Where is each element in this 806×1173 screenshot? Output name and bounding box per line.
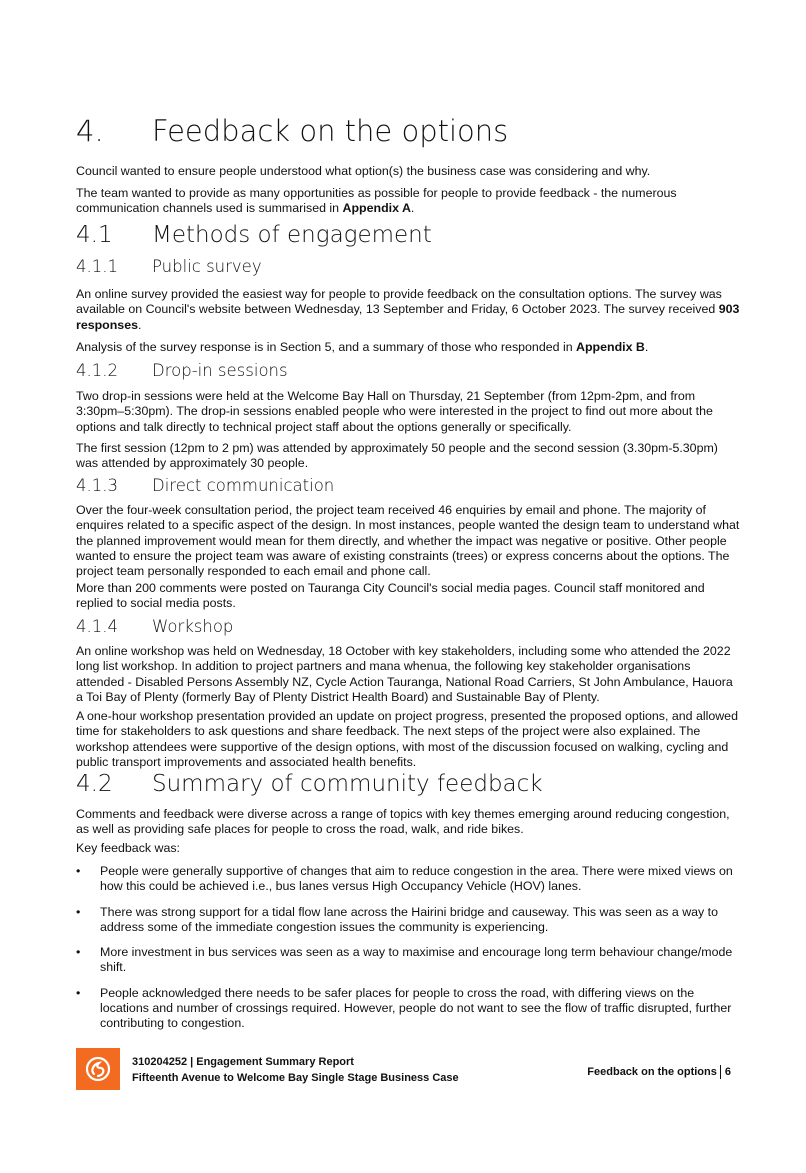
- intro-paragraph-1: Council wanted to ensure people understood what option(s) the business case was considering and why.: [76, 164, 651, 178]
- dropin-paragraph-1: Two drop-in sessions were held at the Welcome Bay Hall on Thursday, 21 September (from 12pm-2pm, and from 3:30pm–5:30pm). The drop-in sessions enabled people who were interested in the project to find out more about the options and talk directly to technical project staff about the options generally or specifically.: [76, 389, 713, 434]
- subsection-heading-4-1: 4.1 Methods of engagement: [76, 222, 432, 248]
- footer-divider: [720, 1065, 721, 1079]
- page-footer: [76, 1048, 741, 1092]
- workshop-paragraph-1: An online workshop was held on Wednesday, 18 October with key stakeholders, including some who attended the 2022 long list workshop. In addition to project partners and mana whenua, the following key stakeholder organisations attended - Disabled Persons Assembly NZ, Cycle Action Tauranga, National Road Carriers, St John Ambulance, Hauora a Toi Bay of Plenty (formerly Bay of Plenty District Health Board) and Sustainable Bay of Plenty.: [76, 644, 733, 704]
- intro-paragraph-2: The team wanted to provide as many opportunities as possible for people to provide feedback - the numerous communication channels used is summarised in Appendix A.: [76, 186, 677, 216]
- subsection-heading-4-1-3: 4.1.3 Direct communication: [76, 476, 335, 495]
- workshop-paragraph-2: A one-hour workshop presentation provided an update on project progress, presented the proposed options, and allowed time for stakeholders to ask questions and share feedback. The next steps of the project were also explained. The workshop attendees were supportive of the design options, with most of the discussion focused on walking, cycling and public transport improvements and associated health benefits.: [76, 709, 738, 769]
- survey-paragraph-2: Analysis of the survey response is in Section 5, and a summary of those who responded in Appendix B.: [76, 340, 649, 354]
- list-item: • People were generally supportive of changes that aim to reduce congestion in the area. There were mixed views on how this could be achieved i.e., bus lanes versus High Occupancy Vehicle (HOV) lanes.: [76, 864, 733, 894]
- list-item: • People acknowledged there needs to be safer places for people to cross the road, with differing views on the locations and number of crossings required. However, people do not want to see the flow of traffic disrupted, further contributing to congestion.: [76, 985, 732, 1031]
- subsection-heading-4-1-2: 4.1.2 Drop-in sessions: [76, 361, 288, 380]
- page-number: 6: [724, 1065, 731, 1078]
- feedback-list: [76, 864, 741, 1042]
- summary-paragraph-1: Comments and feedback were diverse across a range of topics with key themes emerging around reducing congestion, as well as providing safe places for people to cross the road, walk, and ride bikes.: [76, 807, 730, 837]
- direct-paragraph-2: More than 200 comments were posted on Tauranga City Council's social media pages. Council staff monitored and replied to social media posts.: [76, 581, 705, 611]
- footer-section-page: Feedback on the options 6: [587, 1065, 731, 1078]
- dropin-paragraph-2: The first session (12pm to 2 pm) was attended by approximately 50 people and the second session (3.30pm-5.30pm) was attended by approximately 30 people.: [76, 441, 718, 471]
- survey-paragraph-1: An online survey provided the easiest way for people to provide feedback on the consultation options. The survey was available on Council's website between Wednesday, 13 September and Friday, 6 October 2023. The survey received 903 responses.: [76, 287, 740, 332]
- subsection-heading-4-2: 4.2 Summary of community feedback: [76, 771, 543, 797]
- footer-report-subtitle: Fifteenth Avenue to Welcome Bay Single Stage Business Case: [132, 1072, 459, 1084]
- direct-paragraph-1: Over the four-week consultation period, the project team received 46 enquiries by email and phone. The majority of enquires related to a specific aspect of the design. In most instances, people wanted the design team to understand what the planned improvement would mean for them directly, and whether the impact was negative or positive. Other people wanted to ensure the project team was aware of existing constraints (trees) or express concerns about the options. The project team personally responded to each email and phone call.: [76, 503, 740, 579]
- section-heading: [76, 114, 741, 158]
- section-title: Feedback on the options: [152, 114, 509, 148]
- subsection-heading-4-1-4: 4.1.4 Workshop: [76, 617, 234, 636]
- list-item: • There was strong support for a tidal flow lane across the Hairini bridge and causeway. This was seen as a way to address some of the immediate congestion issues the community is experiencing.: [76, 904, 719, 934]
- summary-paragraph-2: Key feedback was:: [76, 841, 181, 855]
- footer-report-id: 310204252 | Engagement Summary Report: [132, 1056, 354, 1068]
- list-item: • More investment in bus services was seen as a way to maximise and encourage long term behaviour change/mode shift.: [76, 945, 733, 975]
- section-number: 4.: [76, 114, 104, 148]
- subsection-heading-4-1-1: 4.1.1 Public survey: [76, 257, 262, 276]
- company-logo-icon: [76, 1048, 120, 1090]
